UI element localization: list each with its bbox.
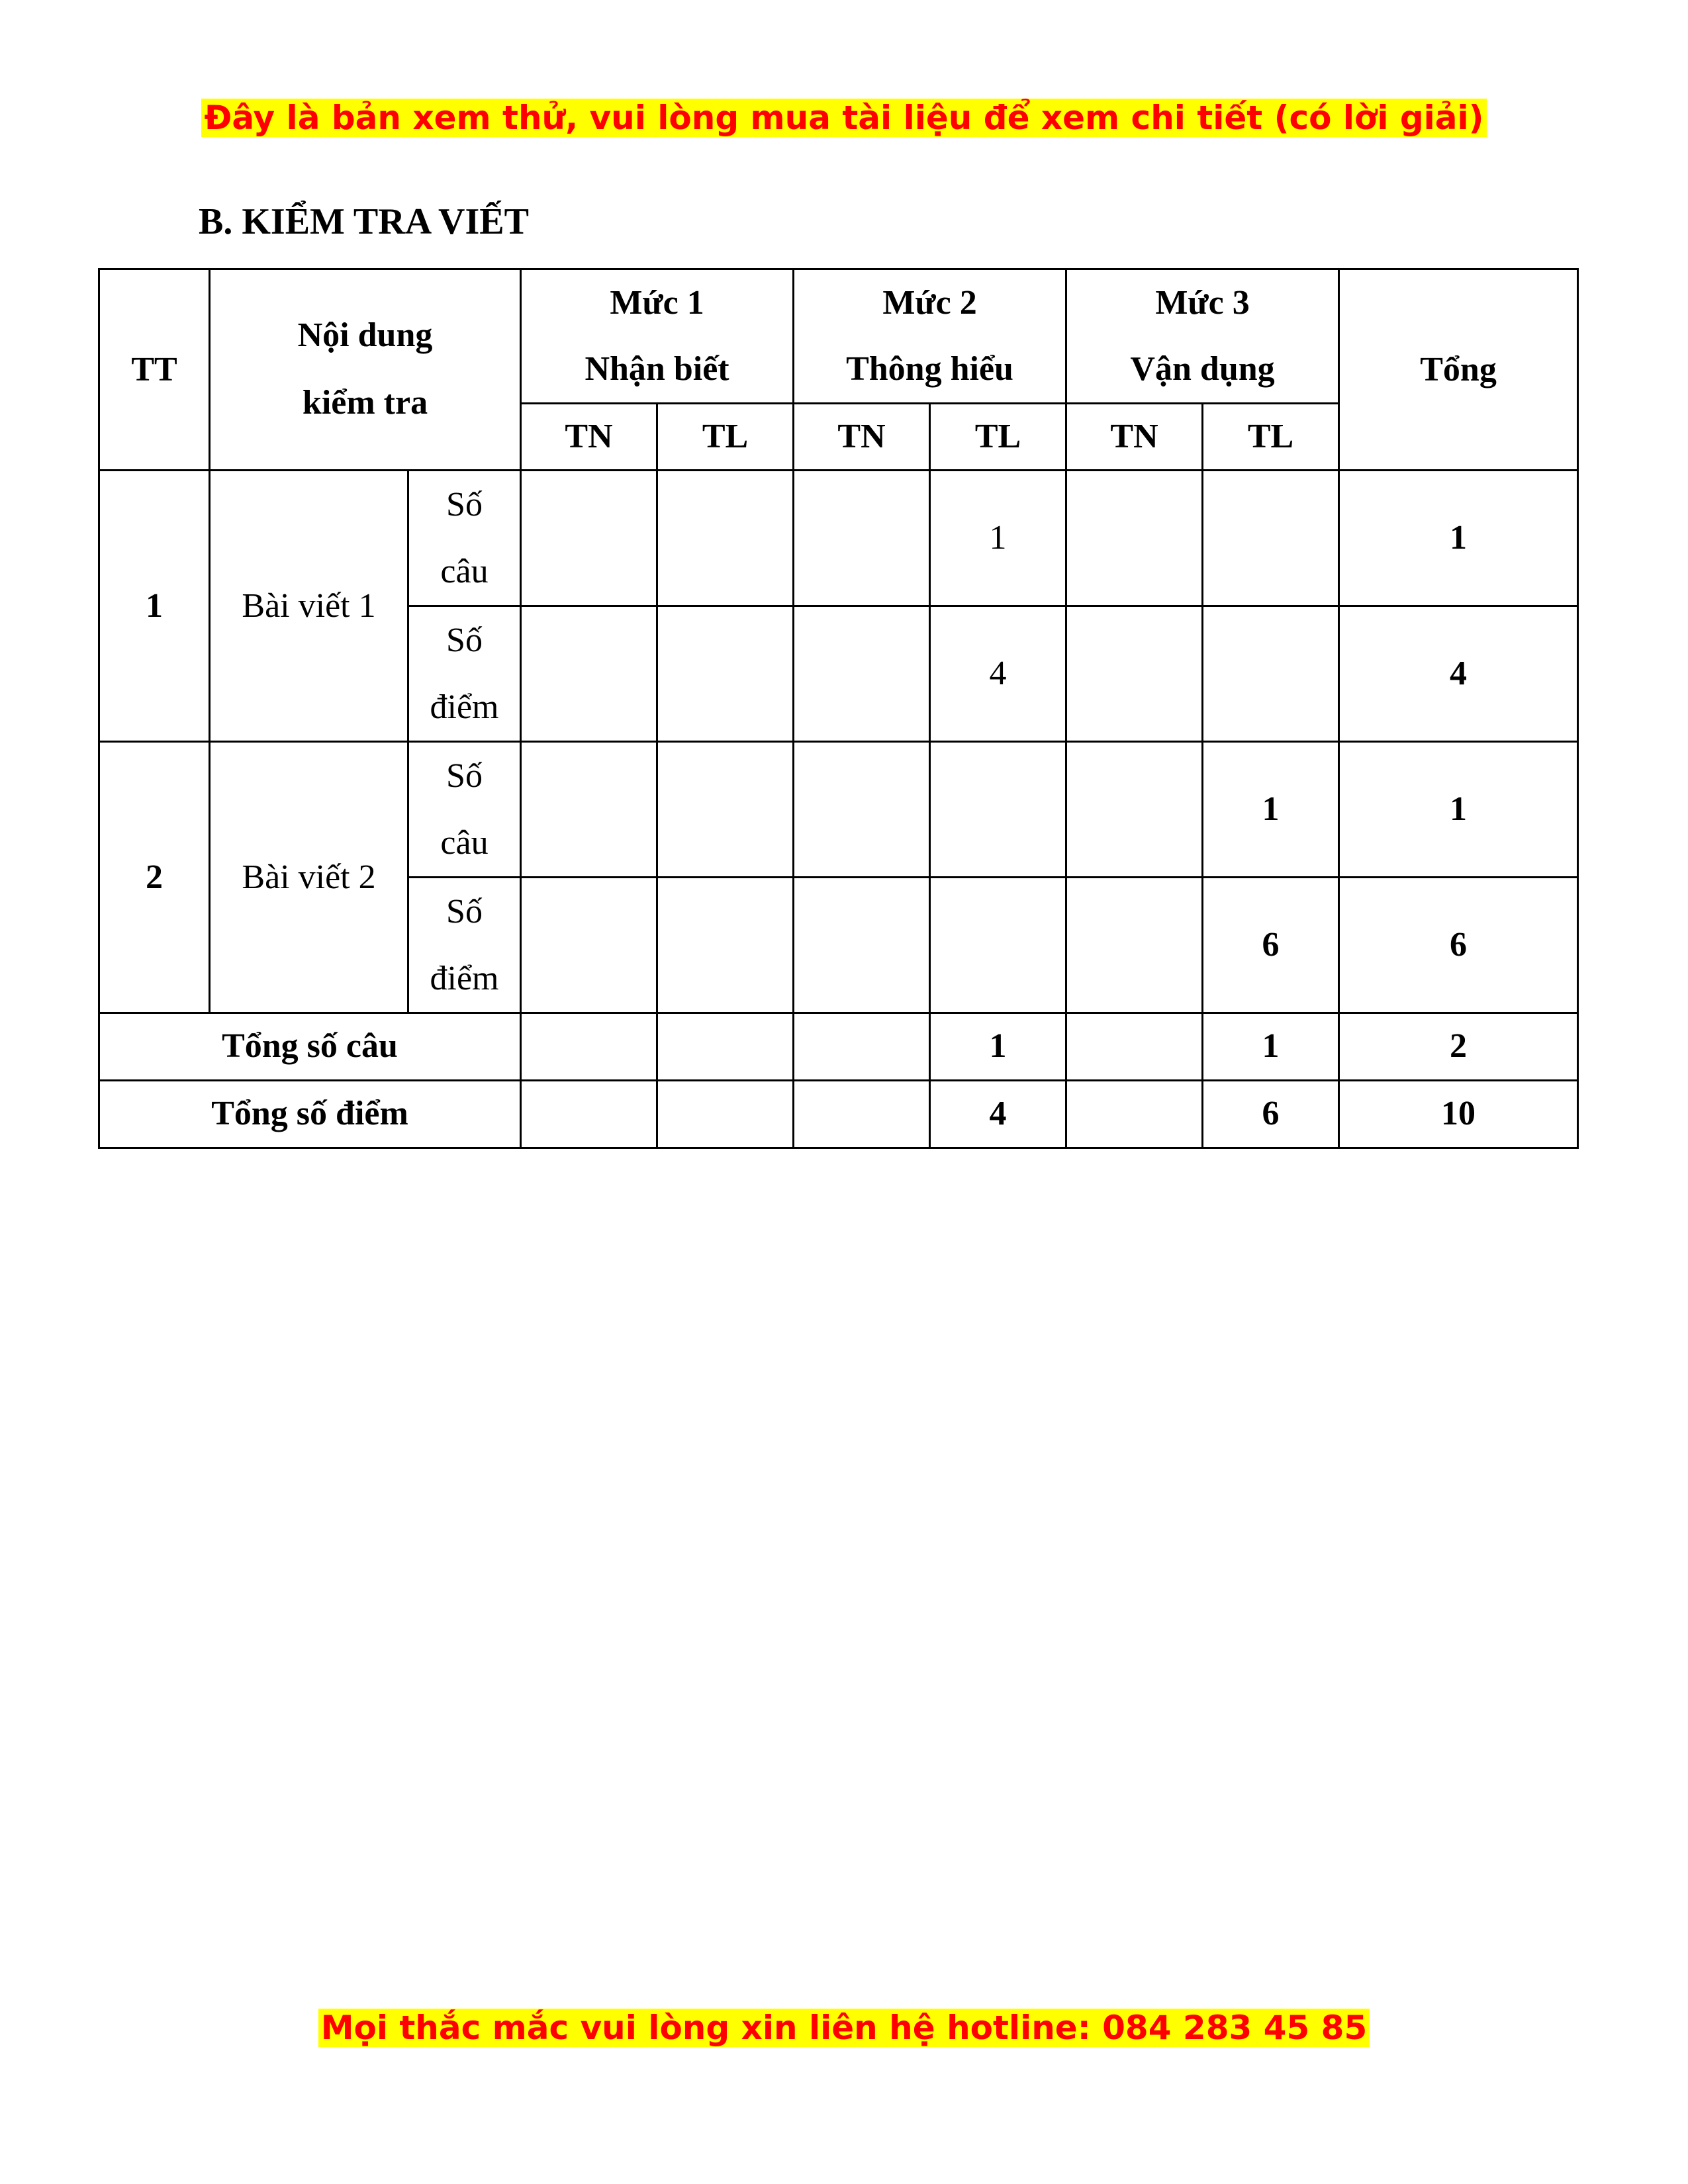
cell: 6 [1203, 1081, 1339, 1148]
row-1-label-cau [408, 471, 521, 606]
cell [1066, 742, 1203, 878]
row-2-cau-total: 1 [1339, 742, 1578, 878]
cell [1066, 878, 1203, 1013]
cell [1203, 606, 1339, 742]
header-content-line1: Nội dung [297, 316, 433, 354]
preview-notice-text: Đây là bản xem thử, vui lòng mua tài liệu để xem chi tiết (có lời giải) [201, 99, 1486, 137]
cell [657, 606, 794, 742]
cell [930, 878, 1066, 1013]
cell [930, 742, 1066, 878]
sub-tn-2: TN [794, 404, 930, 471]
cell [1066, 1013, 1203, 1081]
row-2-label-cau [408, 742, 521, 878]
cell [521, 1013, 657, 1081]
label-cau: câu [440, 824, 489, 862]
cell [657, 742, 794, 878]
cell: 1 [1203, 742, 1339, 878]
table-row [99, 742, 1578, 878]
row-1-name: Bài viết 1 [210, 471, 408, 742]
cell [794, 1013, 930, 1081]
cell: 6 [1203, 878, 1339, 1013]
cell [521, 1081, 657, 1148]
header-total: Tổng [1339, 269, 1578, 471]
header-level-1 [521, 269, 794, 404]
level-2-title: Mức 2 [882, 284, 977, 322]
preview-notice-banner [0, 97, 1688, 138]
row-2-diem-total: 6 [1339, 878, 1578, 1013]
cell [521, 471, 657, 606]
label-diem: điểm [430, 688, 499, 726]
row-2-name: Bài viết 2 [210, 742, 408, 1013]
sum-diem-row [99, 1081, 1578, 1148]
sum-diem-label: Tổng số điểm [99, 1081, 521, 1148]
cell [1066, 471, 1203, 606]
level-1-subtitle: Nhận biết [585, 350, 729, 388]
label-so: Số [446, 893, 483, 931]
cell: 4 [930, 1081, 1066, 1148]
row-1-tt: 1 [99, 471, 210, 742]
cell [1066, 1081, 1203, 1148]
cell: 1 [930, 471, 1066, 606]
header-content [210, 269, 521, 471]
header-tt: TT [99, 269, 210, 471]
cell [794, 471, 930, 606]
header-level-3 [1066, 269, 1339, 404]
hotline-text: Mọi thắc mắc vui lòng xin liên hệ hotline: 084 283 45 85 [318, 2009, 1370, 2047]
level-2-subtitle: Thông hiểu [846, 350, 1013, 388]
row-1-diem-total: 4 [1339, 606, 1578, 742]
label-so: Số [446, 486, 483, 523]
cell [1203, 471, 1339, 606]
header-row [99, 269, 1578, 404]
cell [521, 742, 657, 878]
table-row [99, 471, 1578, 606]
cell [657, 1081, 794, 1148]
cell [657, 1013, 794, 1081]
test-matrix-table [98, 268, 1579, 1149]
hotline-banner [0, 2007, 1688, 2048]
sum-diem-total: 10 [1339, 1081, 1578, 1148]
cell: 1 [1203, 1013, 1339, 1081]
cell [794, 742, 930, 878]
sum-cau-label: Tổng số câu [99, 1013, 521, 1081]
level-1-title: Mức 1 [610, 284, 704, 322]
header-content-line2: kiểm tra [302, 384, 428, 422]
sum-cau-total: 2 [1339, 1013, 1578, 1081]
cell [1066, 606, 1203, 742]
cell: 1 [930, 1013, 1066, 1081]
row-2-tt: 2 [99, 742, 210, 1013]
sub-tn-3: TN [1066, 404, 1203, 471]
cell [794, 1081, 930, 1148]
label-so: Số [446, 757, 483, 795]
cell: 4 [930, 606, 1066, 742]
header-level-2 [794, 269, 1066, 404]
sub-tl-1: TL [657, 404, 794, 471]
level-3-subtitle: Vận dụng [1130, 350, 1275, 388]
label-so: Số [446, 621, 483, 659]
cell [657, 878, 794, 1013]
cell [794, 606, 930, 742]
sub-tl-2: TL [930, 404, 1066, 471]
cell [521, 878, 657, 1013]
cell [521, 606, 657, 742]
cell [657, 471, 794, 606]
cell [794, 878, 930, 1013]
row-1-cau-total: 1 [1339, 471, 1578, 606]
section-title: B. KIỂM TRA VIẾT [199, 201, 529, 242]
sub-tn-1: TN [521, 404, 657, 471]
row-1-label-diem [408, 606, 521, 742]
label-cau: câu [440, 553, 489, 590]
sub-tl-3: TL [1203, 404, 1339, 471]
label-diem: điểm [430, 960, 499, 997]
level-3-title: Mức 3 [1155, 284, 1250, 322]
sum-cau-row [99, 1013, 1578, 1081]
row-2-label-diem [408, 878, 521, 1013]
